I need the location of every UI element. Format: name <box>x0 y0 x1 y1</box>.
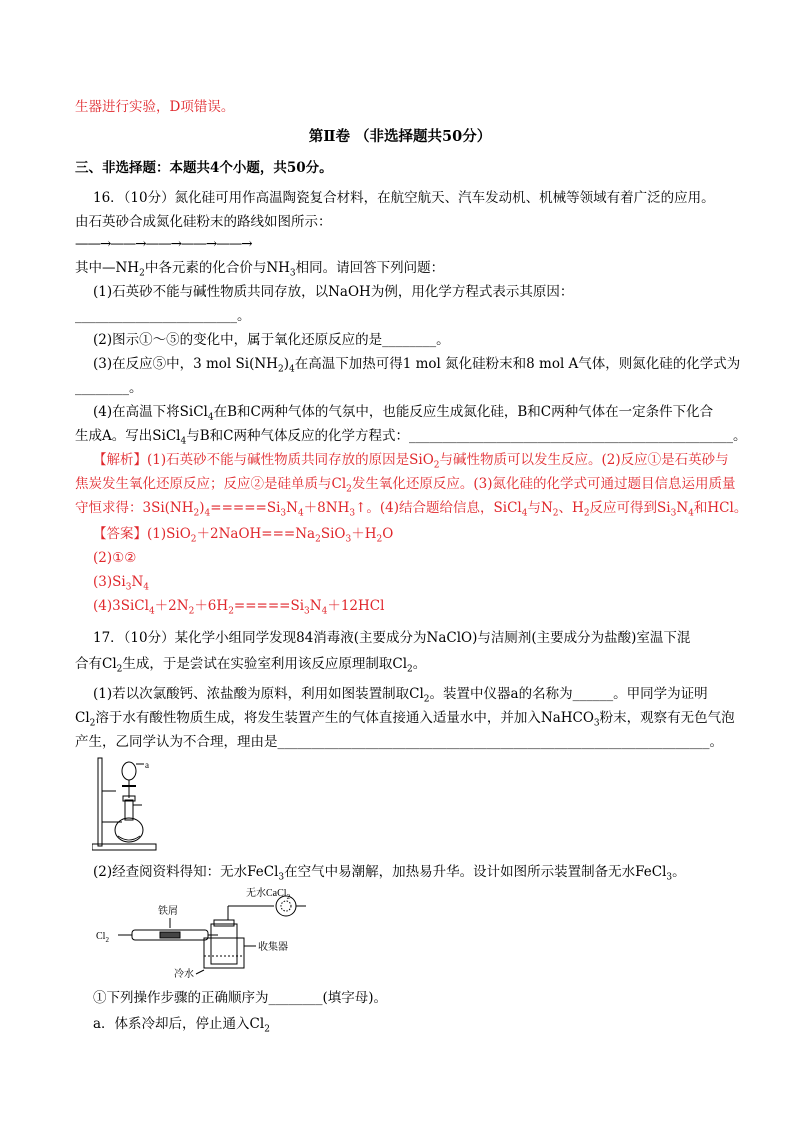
q16-part1-blank: ________________________。 <box>75 308 251 324</box>
fig2-label-cl2: $Cl_2$ <box>96 931 109 944</box>
q16-note: 其中$—NH_2$中各元素的化合价与$NH_3$相同。请回答下列问题： <box>75 260 445 279</box>
q17-order-question: ①下列操作步骤的正确顺序为________(填字母)。 <box>93 990 388 1006</box>
fig2-label-iron: 铁屑 <box>158 906 178 917</box>
q16-answer1: 【答案】$(1)SiO_2+2NaOH===Na_2SiO_3+H_2O$ <box>93 526 394 545</box>
q16-answer3: $(3)Si_3N_4$ <box>93 574 149 593</box>
q17-part1-line1: (1)若以次氯酸钙、浓盐酸为原料，利用如图装置制取$Cl_2$。装置中仪器a的名称为______。甲同学为证明 <box>93 686 708 705</box>
top-note: 生器进行实验，D项错误。 <box>75 99 235 115</box>
section-title: 第Ⅱ卷 （非选择题共50分） <box>308 128 492 145</box>
q16-answer2: (2)①② <box>93 550 137 566</box>
q16-route-arrows: ——→——→——→——→——→ <box>75 236 252 252</box>
q16-analysis-line1: 【解析】(1)石英砂不能与碱性物质共同存放的原因是SiO$_2$与碱性物质可以发生反应。(2)反应①是石英砂与 <box>93 452 729 471</box>
q16-stem-line1: 16．（10分）氮化硅可用作高温陶瓷复合材料，在航空航天、汽车发动机、机械等领域有着广泛的应用。 <box>93 190 715 206</box>
q17-stem-line1: 17．（10分）某化学小组同学发现84消毒液(主要成分为NaClO)与洁厕剂(主要成分为盐酸)室温下混 <box>93 630 691 646</box>
fig2-label-water: 冷水 <box>174 969 194 980</box>
q17-option-a: a．体系冷却后，停止通入$Cl_2$ <box>93 1016 270 1035</box>
q16-part4-line1: (4)在高温下将SiCl$_4$在B和C两种气体的气氛中，也能反应生成氮化硅，B和C两种气体在一定条件下化合 <box>93 404 714 423</box>
q16-answer4: $(4)3SiCl_4+2N_2+6H_2=====Si_3N_4+12HCl$ <box>93 598 385 617</box>
fig2-label-cacl2: 无水CaCl$_2$ <box>246 888 291 901</box>
q16-part4-line2: 生成A。写出SiCl$_4$与B和C两种气体反应的化学方程式：________________________________________________。 <box>75 428 747 447</box>
q17-part2: (2)经查阅资料得知：无水FeCl$_3$在空气中易潮解，加热易升华。设计如图所示装置制备无水FeCl$_3$。 <box>93 864 686 883</box>
q17-stem-line2: 合有$Cl_2$生成，于是尝试在实验室利用该反应原理制取$Cl_2$。 <box>75 656 427 675</box>
q16-part1: (1)石英砂不能与碱性物质共同存放，以NaOH为例，用化学方程式表示其原因： <box>93 284 574 300</box>
fig2-label-collector: 收集器 <box>258 942 288 953</box>
q16-part3-blank: ________。 <box>75 380 143 396</box>
q17-part1-line2: $Cl_2$溶于水有酸性物质生成，将发生装置产生的气体直接通入适量水中，并加入NaHCO$_3$粉末，观察有无色气泡 <box>75 710 735 729</box>
q16-analysis-line2: 焦炭发生氧化还原反应；反应②是硅单质与$Cl_2$发生氧化还原反应。(3)氮化硅的化学式可通过题目信息运用质量 <box>75 476 736 495</box>
q16-stem-line2: 由石英砂合成氮化硅粉末的路线如图所示： <box>75 214 332 230</box>
q16-analysis-line3: 守恒求得：$3Si(NH_2)_4=====Si_3N_4+8NH_3↑$。(4)结合题给信息，SiCl$_4$与$N_2$、$H_2$反应可得到$Si_3N_4$和HCl。 <box>75 500 748 519</box>
fecl3-apparatus-figure <box>96 884 316 980</box>
section-heading: 三、非选择题：本题共4个小题，共50分。 <box>75 160 333 176</box>
q17-part1-line3: 产生，乙同学认为不合理，理由是________________________________________________________________。 <box>75 734 723 750</box>
fig1-label-a: a <box>145 760 149 770</box>
gas-generator-figure <box>92 756 162 856</box>
q16-part2: (2)图示①～⑤的变化中，属于氧化还原反应的是________。 <box>93 332 450 348</box>
q16-part3: (3)在反应⑤中，3 mol $Si(NH_2)_4$在高温下加热可得1 mol 氮化硅粉末和8 mol A气体，则氮化硅的化学式为 <box>93 356 741 375</box>
